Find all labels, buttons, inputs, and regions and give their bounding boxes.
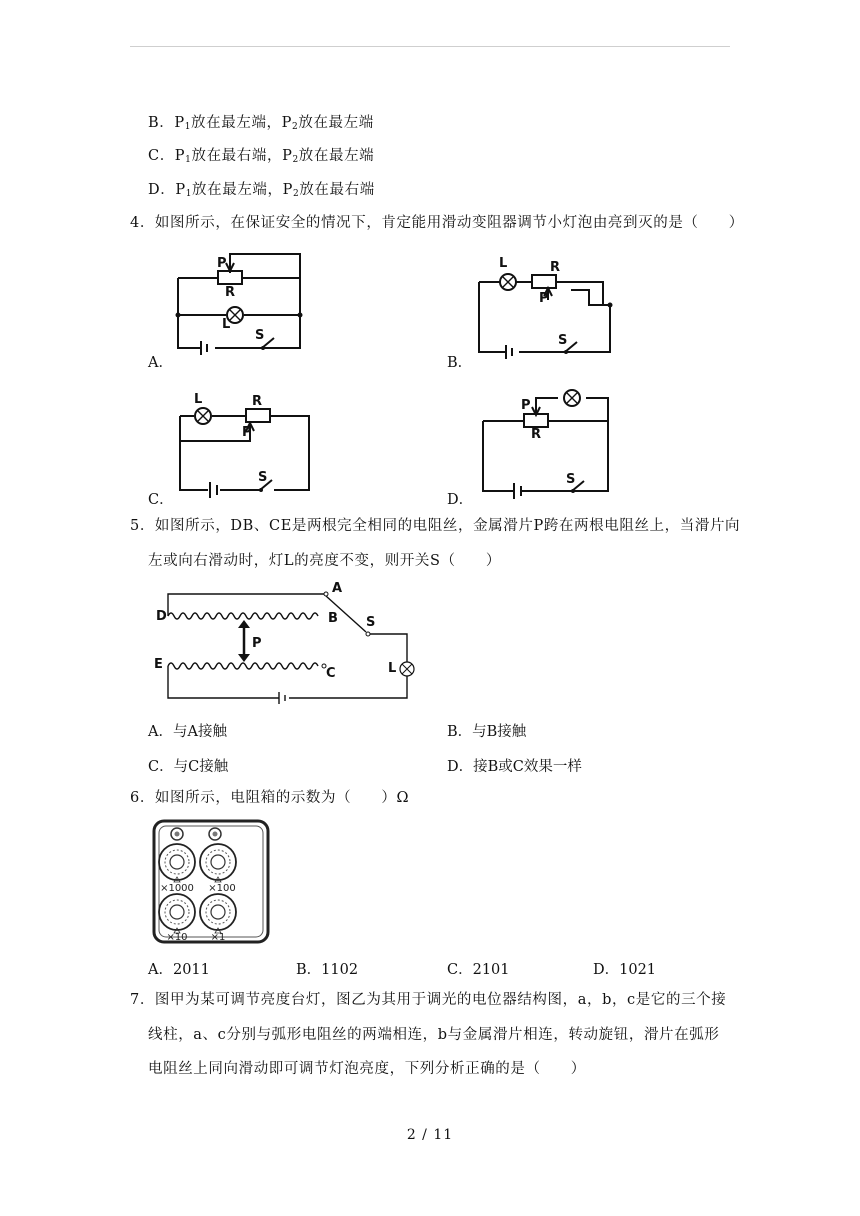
q4a-label-s: S bbox=[255, 328, 265, 343]
q3-option-d: D．$P_1$放在最左端，$P_2$放在最右端 bbox=[148, 182, 375, 199]
q3-option-b: B．$P_1$放在最左端，$P_2$放在最左端 bbox=[148, 115, 374, 132]
q4-circuit-d bbox=[478, 383, 623, 498]
q4-stem: 4．如图所示，在保证安全的情况下，肯定能用滑动变阻器调节小灯泡由亮到灭的是（ ） bbox=[130, 215, 744, 231]
q5-label-l: L bbox=[388, 661, 397, 676]
q4-option-d-label: D． bbox=[447, 492, 474, 508]
q4a-label-r: R bbox=[225, 285, 236, 300]
q4-option-c-label: C． bbox=[148, 492, 174, 508]
q4-circuit-b bbox=[475, 250, 620, 360]
q4b-label-r: R bbox=[550, 260, 561, 275]
q4-circuit-a bbox=[170, 245, 310, 360]
dial-label-x1: ×1 bbox=[210, 932, 226, 943]
q5-stem-line1: 5．如图所示，DB、CE是两根完全相同的电阻丝，金属滑片P跨在两根电阻丝上，当滑片向 bbox=[130, 518, 741, 534]
q5-label-p: P bbox=[252, 636, 262, 651]
q5-label-a: A bbox=[332, 581, 343, 596]
dial-label-x100: ×100 bbox=[208, 883, 236, 894]
q7-stem-line3: 电阻丝上同向滑动即可调节灯泡亮度，下列分析正确的是（ ） bbox=[148, 1061, 586, 1077]
q5-stem-line2: 左或向右滑动时，灯L的亮度不变，则开关S（ ） bbox=[148, 553, 501, 569]
page-number: 2 / 11 bbox=[406, 1127, 454, 1143]
q6-option-d: D．1021 bbox=[593, 962, 657, 978]
q4b-label-l: L bbox=[499, 256, 508, 271]
q7-stem-line2: 线柱，a、c分别与弧形电阻丝的两端相连，b与金属滑片相连，转动旋钮，滑片在弧形 bbox=[148, 1027, 720, 1043]
q4d-label-s: S bbox=[566, 472, 576, 487]
q5-circuit-diagram bbox=[152, 580, 427, 710]
q6-option-c: C．2101 bbox=[447, 962, 510, 978]
q6-option-a: A．2011 bbox=[148, 962, 210, 978]
q5-label-s: S bbox=[366, 615, 376, 630]
q4b-label-p: P bbox=[539, 291, 549, 306]
q4-option-a-label: A． bbox=[148, 355, 173, 371]
q5-option-a: A．与A接触 bbox=[148, 724, 227, 740]
q4b-label-s: S bbox=[558, 333, 568, 348]
q5-label-c: C bbox=[326, 666, 336, 681]
q3-option-c: C．$P_1$放在最右端，$P_2$放在最左端 bbox=[148, 148, 375, 165]
q6-resistance-box bbox=[152, 820, 272, 945]
q4d-label-p: P bbox=[521, 398, 531, 413]
q5-option-b: B．与B接触 bbox=[447, 724, 527, 740]
q4-option-b-label: B． bbox=[447, 355, 473, 371]
q4c-label-p: P bbox=[242, 425, 252, 440]
header-rule bbox=[130, 46, 730, 47]
q6-option-b: B．1102 bbox=[296, 962, 359, 978]
q4a-label-p: P bbox=[217, 256, 227, 271]
dial-label-x10: ×10 bbox=[166, 932, 188, 943]
q4c-label-r: R bbox=[252, 394, 263, 409]
q4a-label-l: L bbox=[222, 317, 231, 332]
q4c-label-s: S bbox=[258, 470, 268, 485]
dial-label-x1000: ×1000 bbox=[160, 883, 194, 894]
q4-circuit-c bbox=[172, 393, 317, 503]
q6-stem: 6．如图所示，电阻箱的示数为（ ）Ω bbox=[130, 790, 410, 806]
q5-label-b: B bbox=[328, 611, 338, 626]
q5-option-d: D．接B或C效果一样 bbox=[447, 759, 582, 775]
dial-x1000 bbox=[159, 844, 195, 894]
q7-stem-line1: 7．图甲为某可调节亮度台灯，图乙为其用于调光的电位器结构图，a，b，c是它的三个接 bbox=[130, 992, 727, 1008]
q5-label-e: E bbox=[154, 657, 163, 672]
q5-option-c: C．与C接触 bbox=[148, 759, 229, 775]
q4c-label-l: L bbox=[194, 392, 203, 407]
q5-label-d: D bbox=[156, 609, 167, 624]
q4d-label-r: R bbox=[531, 427, 542, 442]
